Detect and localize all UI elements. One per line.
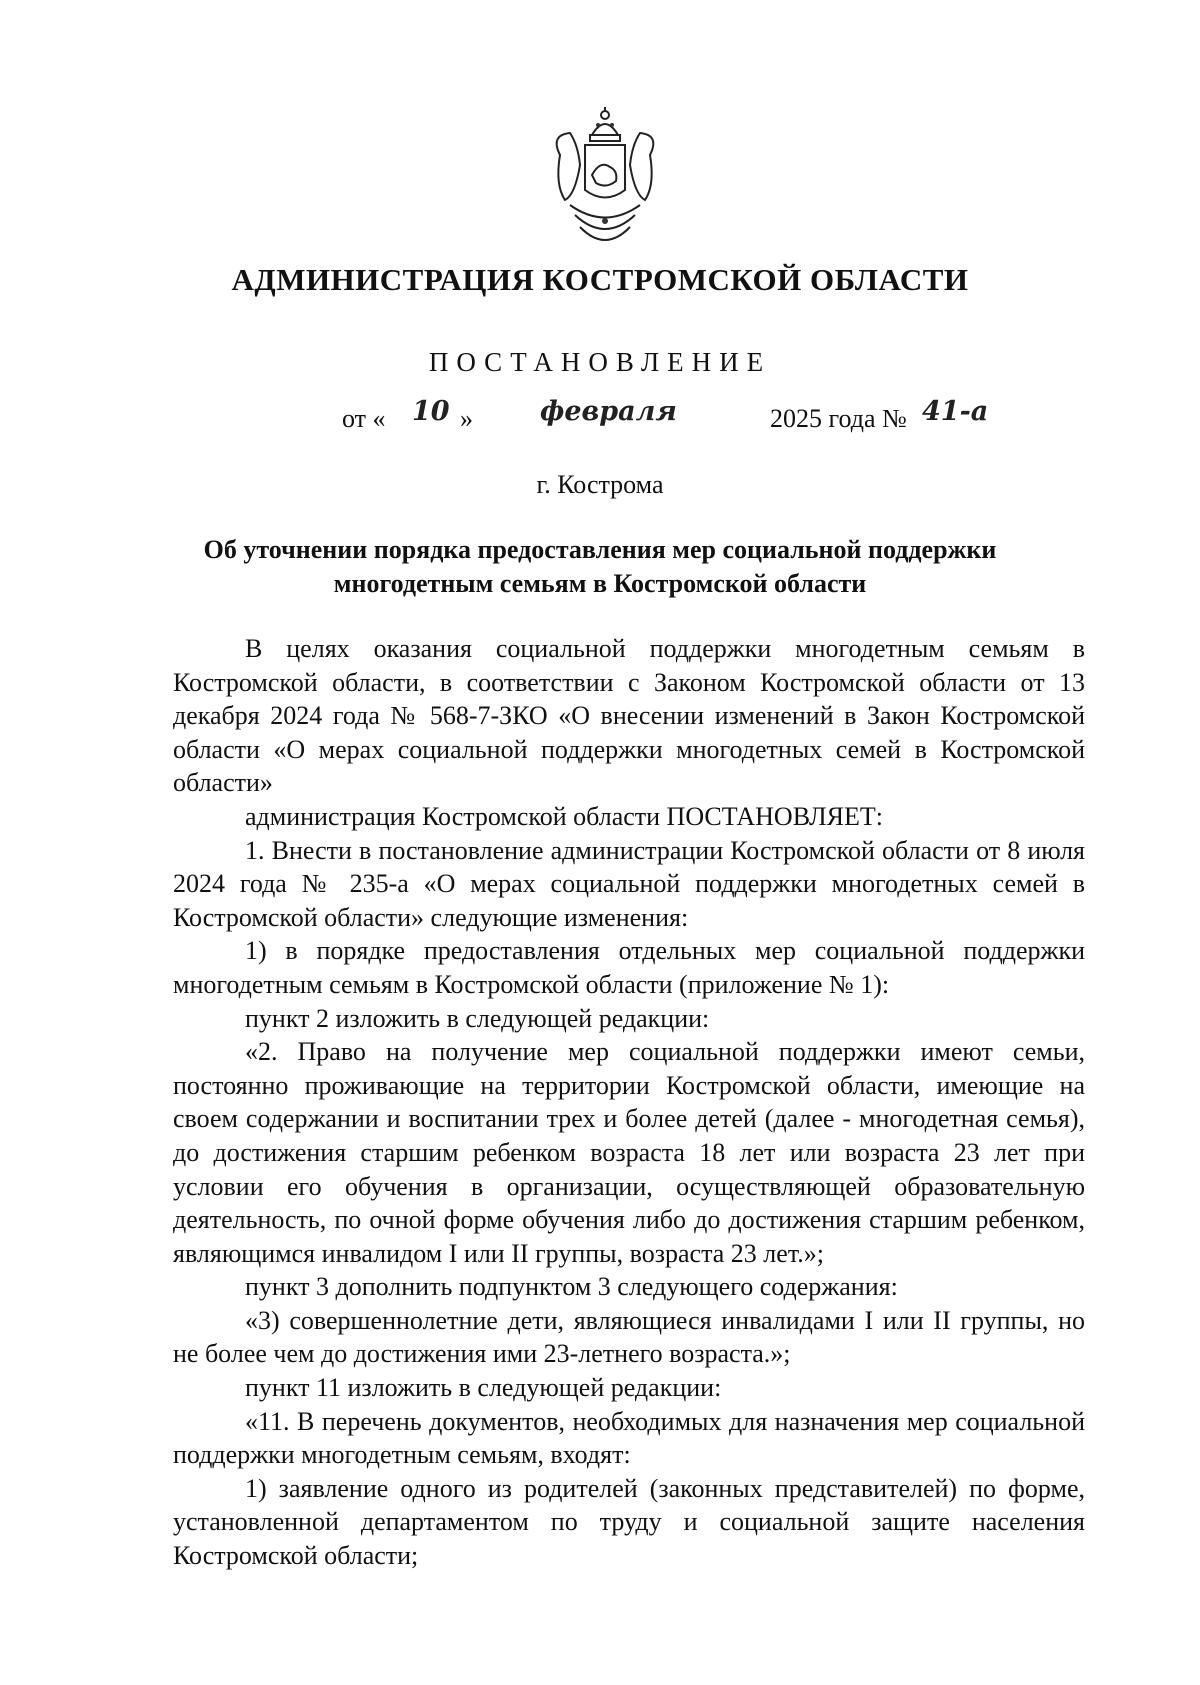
paragraph: пункт 11 изложить в следующей редакции: (245, 1373, 722, 1403)
city: г. Кострома (536, 470, 664, 499)
document-body (173, 632, 1085, 1573)
date-year: 2025 года № (770, 404, 907, 433)
coat-of-arms-icon (540, 105, 670, 255)
document-number: 41-а (922, 396, 989, 427)
paragraph: 1) заявление одного из родителей (законных представителей) по форме, установленной департаментом по труду и социальной защите населения Костромской области; (173, 1473, 1085, 1571)
date-line (0, 396, 1200, 442)
paragraph: «2. Право на получение мер социальной поддержки имеют семьи, постоянно проживающие на территории Костромской области, имеющие на своем содержании и воспитании трех и более детей (далее - многодетная семья), до достижения старшим ребенком возраста 18 лет или возраста 23 лет при условии его обучения в организации, осуществляющей образовательную деятельность, по очной форме обучения либо до достижения старшим ребенком, являющимся инвалидом I или II группы, возраста 23 лет.»; (173, 1037, 1085, 1268)
organization-name: АДМИНИСТРАЦИЯ КОСТРОМСКОЙ ОБЛАСТИ (231, 262, 969, 297)
date-month: февраля (540, 396, 677, 427)
document-type: ПОСТАНОВЛЕНИЕ (428, 347, 772, 377)
date-day: 10 (412, 396, 450, 427)
paragraph: 1) в порядке предоставления отдельных мер социальной поддержки многодетным семьям в Костромской области (приложение № 1): (173, 936, 1085, 999)
date-close: » (460, 404, 473, 433)
document-title (150, 533, 1050, 601)
title-line-1: Об уточнении порядка предоставления мер социальной поддержки (203, 535, 997, 564)
paragraph: пункт 2 изложить в следующей редакции: (245, 1003, 710, 1033)
paragraph: пункт 3 дополнить подпунктом 3 следующего содержания: (245, 1272, 898, 1302)
paragraph: администрация Костромской области ПОСТАНОВЛЯЕТ: (245, 801, 884, 831)
date-prefix: от « (342, 404, 386, 433)
paragraph: В целях оказания социальной поддержки многодетным семьям в Костромской области, в соответствии с Законом Костромской области от 13 декабря 2024 года № 568-7-ЗКО «О внесении изменений в Закон Костромской области «О мерах социальной поддержки многодетных семей в Костромской области» (173, 634, 1085, 798)
title-line-2: многодетным семьям в Костромской области (333, 569, 867, 598)
paragraph: «11. В перечень документов, необходимых для назначения мер социальной поддержки многодетным семьям, входят: (173, 1406, 1085, 1470)
paragraph: «3) совершеннолетние дети, являющиеся инвалидами I или II группы, но не более чем до достижения ими 23-летнего возраста.»; (173, 1305, 1085, 1369)
paragraph: 1. Внести в постановление администрации Костромской области от 8 июля 2024 года № 235-а «О мерах социальной поддержки многодетных семей в Костромской области» следующие изменения: (173, 835, 1085, 932)
